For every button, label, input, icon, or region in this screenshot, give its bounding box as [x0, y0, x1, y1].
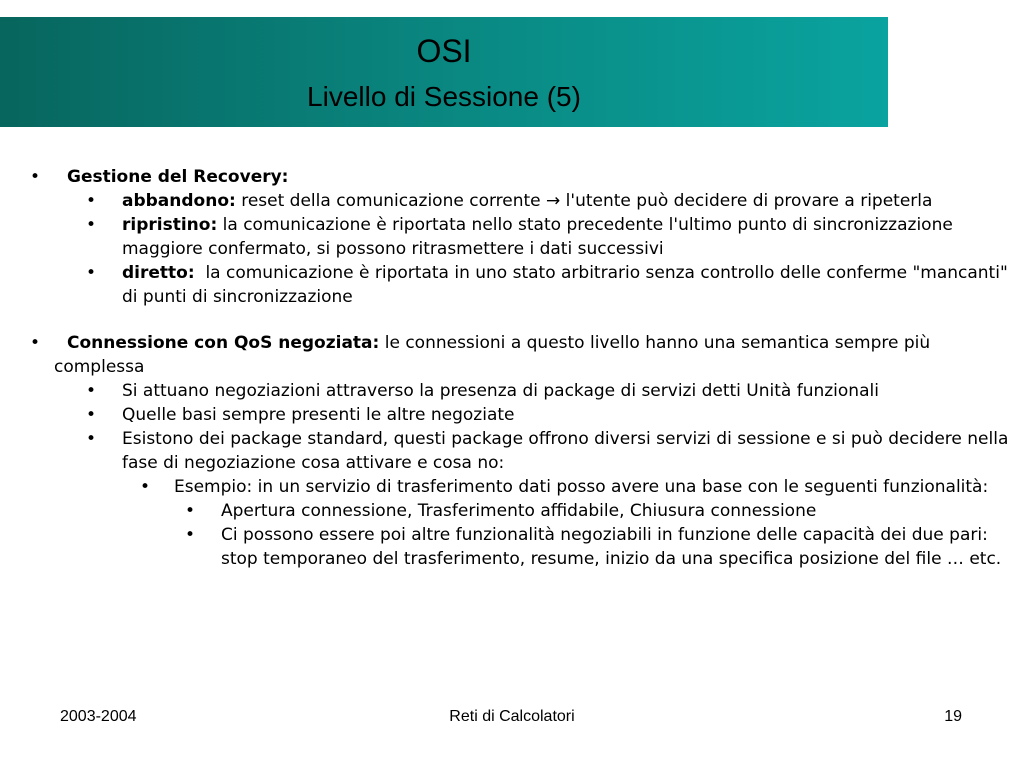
abbandono-label: abbandono:	[122, 191, 236, 211]
funzionalita-text: Ci possono essere poi altre funzionalità negoziabili in funzione delle capacità dei due pari: stop temporaneo del trasferimento, resume, inizio da una specifica posizione del file … etc.	[221, 525, 1002, 569]
bullet-dot: •	[86, 381, 97, 401]
bullet-dot: •	[86, 263, 97, 283]
bullet-dot: •	[30, 167, 41, 187]
bullet-esempio	[0, 475, 1010, 499]
abbandono-text: reset della comunicazione corrente → l'utente può decidere di provare a ripeterla	[235, 191, 933, 211]
bullet-funzionalita	[0, 523, 1010, 571]
bullet-abbandono	[0, 189, 1010, 213]
slide-title: OSI	[416, 33, 472, 69]
bullet-dot: •	[185, 501, 196, 521]
spacer	[0, 309, 1010, 331]
esempio-text: Esempio: in un servizio di trasferimento dati posso avere una base con le seguenti funzionalità:	[174, 477, 989, 497]
bullet-dot: •	[86, 215, 97, 235]
footer-course: Reti di Calcolatori	[449, 708, 575, 725]
bullet-package	[0, 427, 1010, 475]
bullet-diretto	[0, 261, 1014, 309]
bullet-dot: •	[140, 477, 151, 497]
apertura-text: Apertura connessione, Trasferimento affidabile, Chiusura connessione	[221, 501, 817, 521]
bullet-recovery	[0, 165, 1010, 189]
diretto-label: diretto:	[122, 263, 195, 283]
package-text: Esistono dei package standard, questi package offrono diversi servizi di sessione e si può decidere nella fase di negoziazione cosa attivare e cosa no:	[122, 429, 1009, 473]
bullet-dot: •	[86, 191, 97, 211]
bullet-negoziazioni	[0, 379, 1010, 403]
footer-page-number: 19	[944, 708, 962, 725]
bullet-basi	[0, 403, 1010, 427]
bullet-dot: •	[30, 333, 41, 353]
slide-subtitle: Livello di Sessione (5)	[307, 81, 581, 112]
basi-text: Quelle basi sempre presenti le altre negoziate	[122, 405, 515, 425]
bullet-qos	[0, 331, 1010, 379]
recovery-heading: Gestione del Recovery:	[67, 167, 289, 187]
title-bar	[0, 17, 888, 127]
qos-heading: Connessione con QoS negoziata:	[67, 333, 380, 353]
bullet-dot: •	[185, 525, 196, 545]
bullet-dot: •	[86, 405, 97, 425]
diretto-text: la comunicazione è riportata in uno stato arbitrario senza controllo delle conferme "mancanti" di punti di sincronizzazione	[122, 263, 1014, 307]
footer-date: 2003-2004	[60, 708, 137, 725]
negoziazioni-text: Si attuano negoziazioni attraverso la presenza di package di servizi detti Unità funzionali	[122, 381, 879, 401]
bullet-apertura	[0, 499, 1010, 523]
bullet-dot: •	[86, 429, 97, 449]
slide-content	[0, 165, 1014, 571]
ripristino-label: ripristino:	[122, 215, 218, 235]
ripristino-text: la comunicazione è riportata nello stato precedente l'ultimo punto di sincronizzazione maggiore confermato, si possono ritrasmettere i dati successivi	[122, 215, 953, 259]
qos-text: le connessioni a questo livello hanno una semantica sempre più complessa	[54, 333, 931, 377]
bullet-ripristino	[0, 213, 1010, 261]
